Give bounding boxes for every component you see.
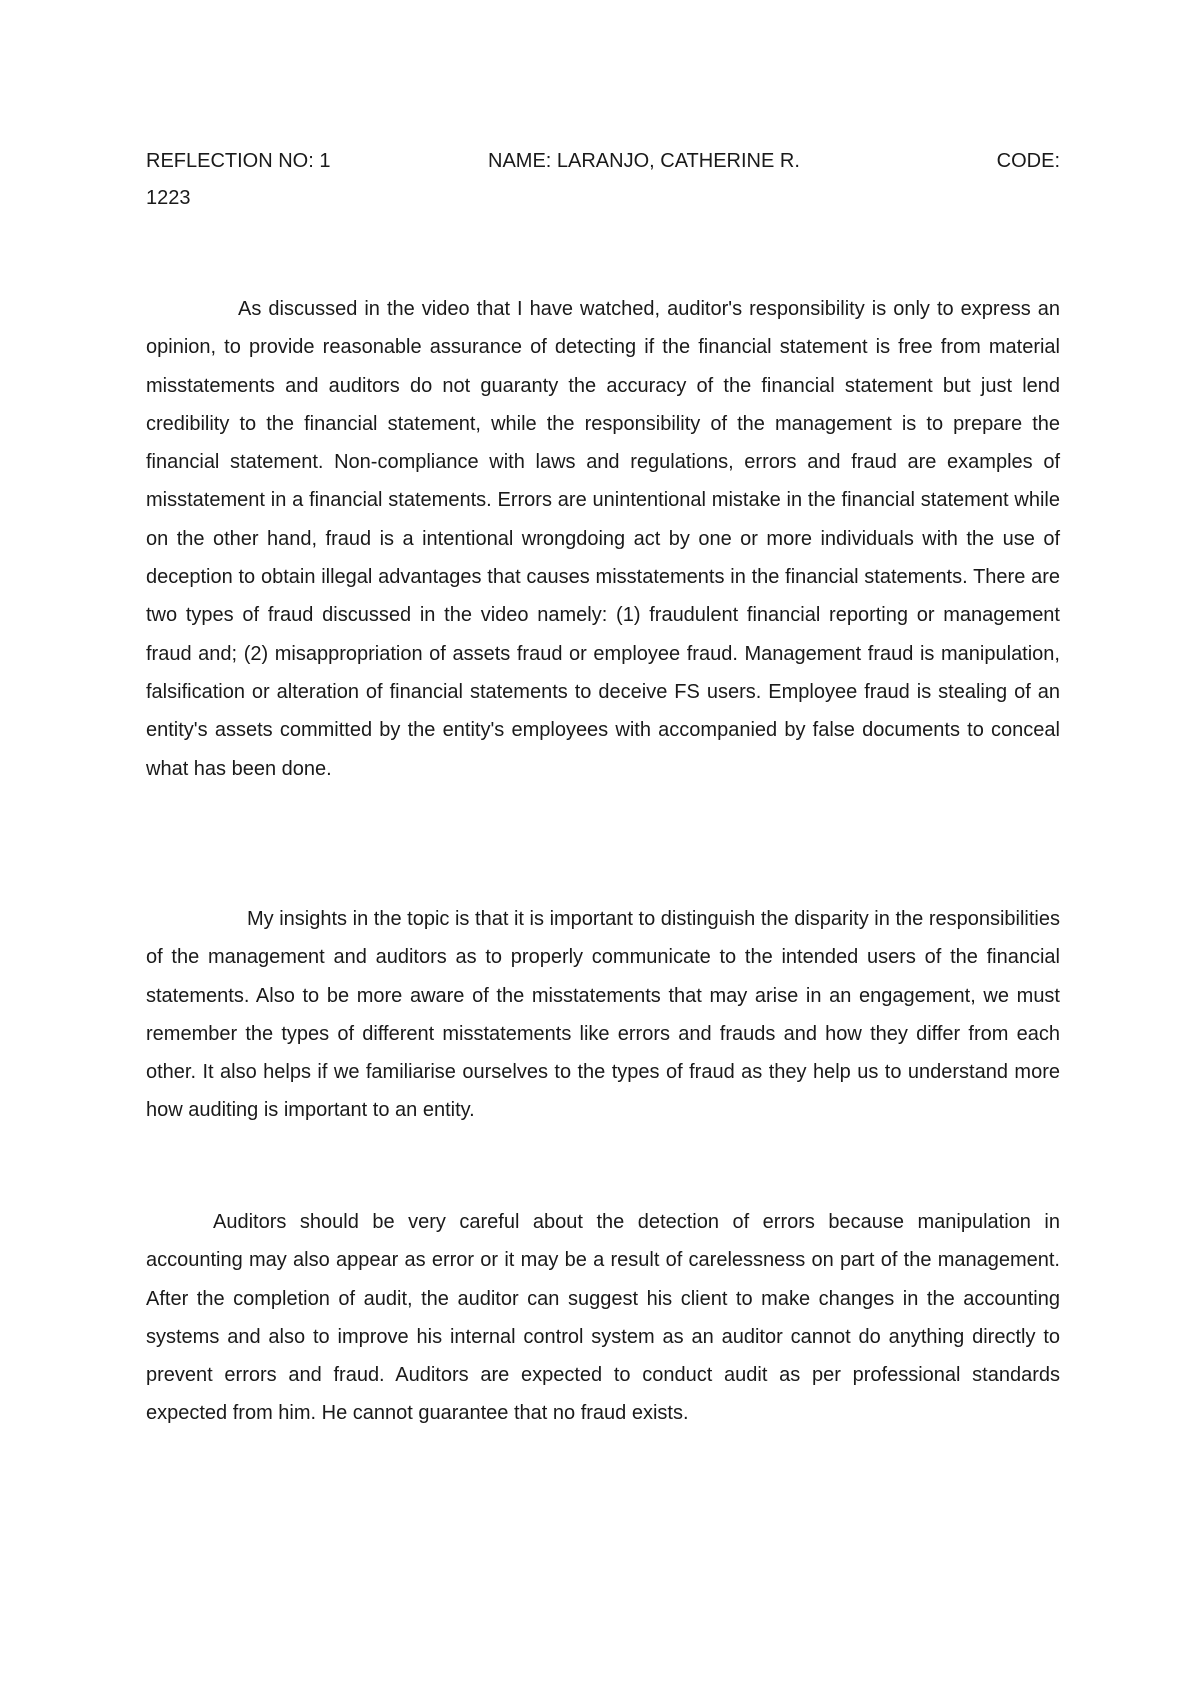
code-value: 1223 xyxy=(146,187,191,209)
paragraph-auditor-responsibility: As discussed in the video that I have watched, auditor's responsibility is only to express an opinion, to provide reasonable assurance of detecting if the financial statement is free from material misstatements and auditors do not guaranty the accuracy of the financial statement but just lend credibility to the financial statement, while the responsibility of the management is to prepare the financial statement. Non-compliance with laws and regulations, errors and fraud are examples of misstatement in a financial statements. Errors are unintentional mistake in the financial statement while on the other hand, fraud is a intentional wrongdoing act by one or more individuals with the use of deception to obtain illegal advantages that causes misstatements in the financial statements. There are two types of fraud discussed in the video namely: (1) fraudulent financial reporting or management fraud and; (2) misappropriation of assets fraud or employee fraud. Management fraud is manipulation, falsification or alteration of financial statements to deceive FS users. Employee fraud is stealing of an entity's assets committed by the entity's employees with accompanied by false documents to conceal what has been done. xyxy=(146,298,1060,780)
student-name: NAME: LARANJO, CATHERINE R. xyxy=(488,150,800,172)
document-header xyxy=(146,144,1060,178)
code-label: CODE: xyxy=(996,150,1060,172)
paragraph-insights: My insights in the topic is that it is important to distinguish the disparity in the responsibilities of the management and auditors as to properly communicate to the intended users of the financial statements. Also to be more aware of the misstatements that may arise in an engagement, we must remember the types of different misstatements like errors and frauds and how they differ from each other. It also helps if we familiarise ourselves to the types of fraud as they help us to understand more how auditing is important to an entity. xyxy=(146,908,1060,1122)
reflection-number: REFLECTION NO: 1 xyxy=(146,150,331,172)
paragraph-error-detection: Auditors should be very careful about the detection of errors because manipulation in accounting may also appear as error or it may be a result of carelessness on part of the management. After the completion of audit, the auditor can suggest his client to make changes in the accounting systems and also to improve his internal control system as an auditor cannot do anything directly to prevent errors and fraud. Auditors are expected to conduct audit as per professional standards expected from him. He cannot guarantee that no fraud exists. xyxy=(146,1211,1060,1425)
